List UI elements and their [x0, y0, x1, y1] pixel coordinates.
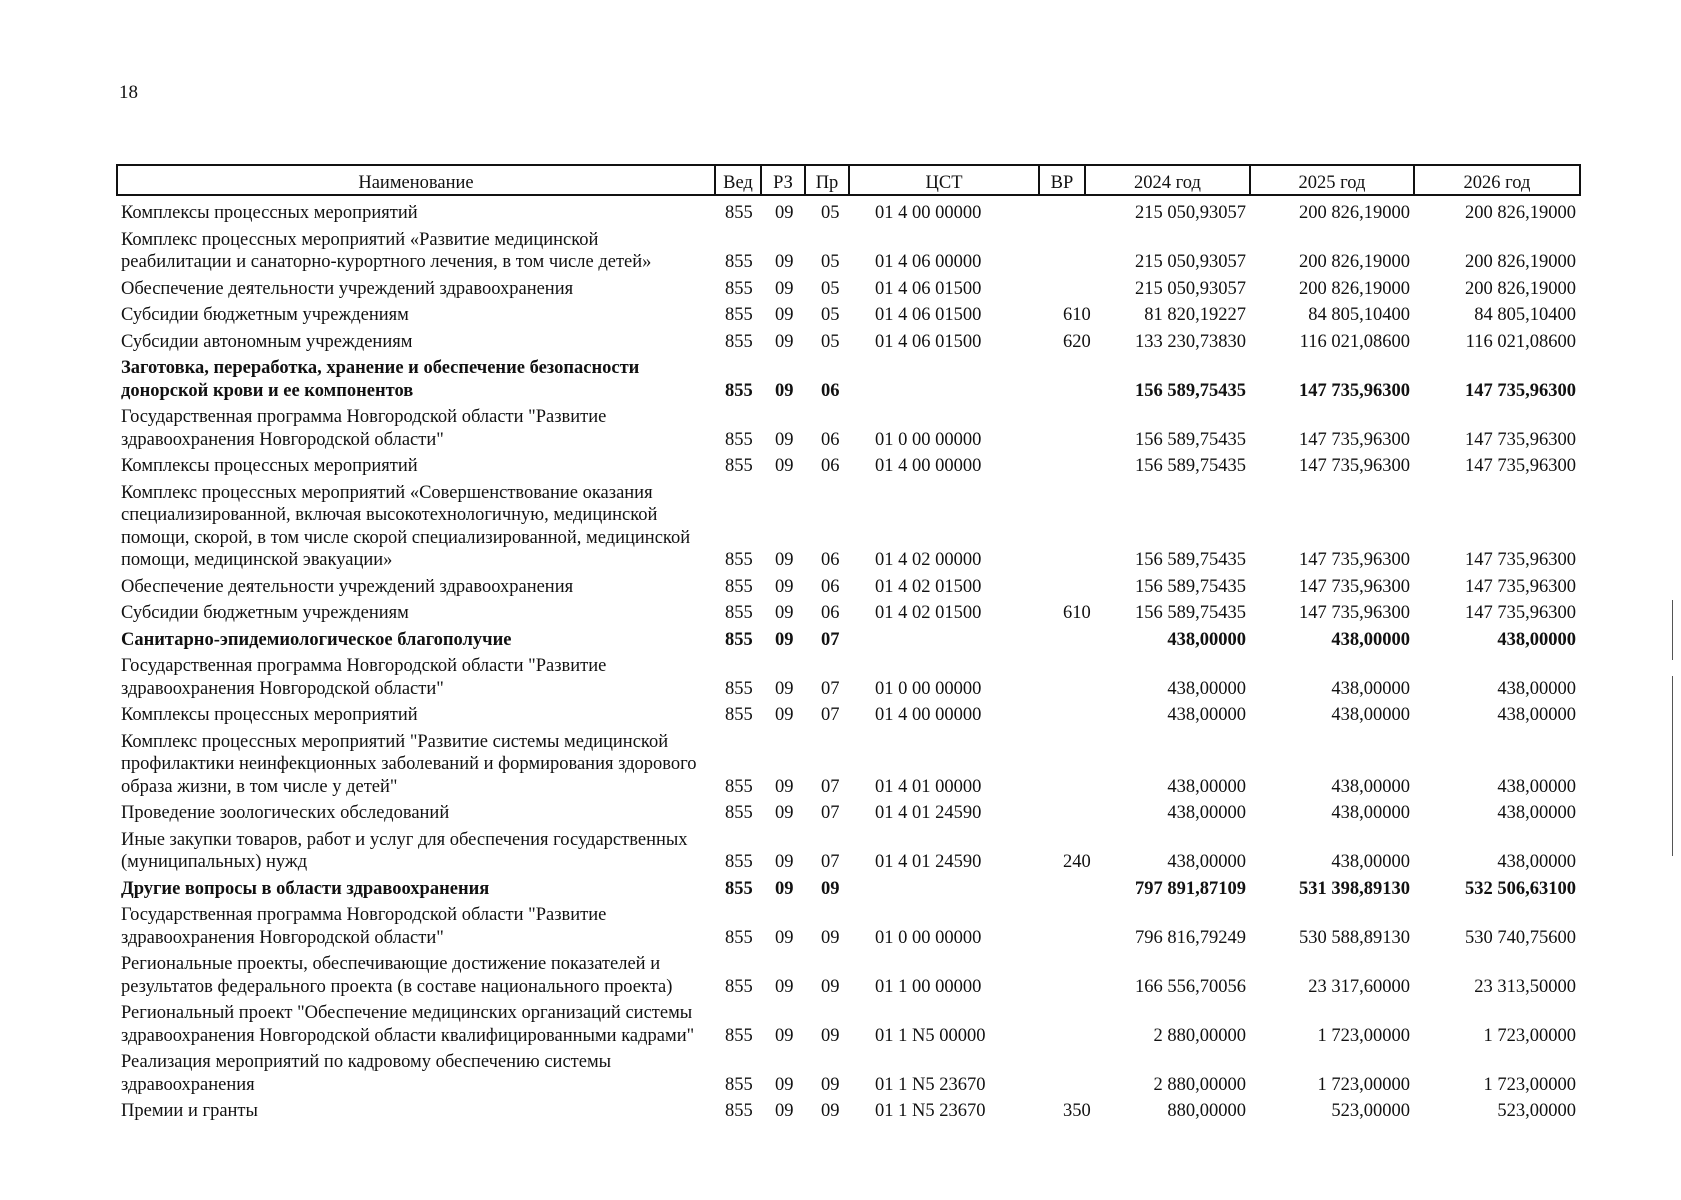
column-header-vr: ВР — [1039, 165, 1085, 195]
cell-y2024: 156 589,75435 — [1135, 429, 1246, 450]
cell-vr — [1039, 277, 1085, 304]
cell-vr — [1039, 801, 1085, 828]
cell-y2025: 116 021,08600 — [1299, 331, 1410, 352]
cell-y2026: 84 805,10400 — [1474, 305, 1576, 325]
cell-cst: 01 1 N5 00000 — [875, 1025, 986, 1046]
table-row — [117, 801, 1580, 828]
cell-name: Санитарно-эпидемиологическое благополучие — [121, 629, 512, 650]
cell-pr: 06 — [821, 576, 840, 597]
cell-y2025: 147 735,96300 — [1299, 603, 1410, 623]
cell-vr — [1039, 952, 1085, 1001]
cell-cst — [849, 628, 1039, 655]
table-body — [117, 195, 1580, 1126]
cell-pr: 06 — [821, 550, 840, 570]
cell-ved: 855 — [725, 705, 753, 725]
cell-y2025: 1 723,00000 — [1317, 1074, 1410, 1095]
cell-name: Обеспечение деятельности учреждений здравоохранения — [121, 278, 574, 299]
cell-y2025: 147 735,96300 — [1299, 576, 1410, 597]
table-row — [117, 195, 1580, 228]
cell-rz: 09 — [775, 576, 794, 597]
table-row — [117, 356, 1580, 405]
cell-vr — [1039, 1001, 1085, 1050]
cell-y2026: 1 723,00000 — [1483, 1025, 1576, 1046]
cell-y2024: 438,00000 — [1167, 776, 1246, 797]
cell-y2025: 200 826,19000 — [1299, 203, 1410, 223]
cell-name: Комплексы процессных мероприятий — [121, 456, 418, 476]
cell-name: Обеспечение деятельности учреждений здравоохранения — [121, 576, 574, 597]
table-row — [117, 628, 1580, 655]
column-header-2026: 2026 год — [1414, 165, 1580, 195]
cell-y2026: 532 506,63100 — [1465, 878, 1576, 899]
cell-y2024: 2 880,00000 — [1153, 1074, 1246, 1095]
cell-name: Проведение зоологических обследований — [121, 803, 450, 823]
cell-rz: 09 — [775, 629, 794, 650]
cell-pr: 07 — [821, 629, 840, 650]
cell-ved: 855 — [725, 380, 753, 401]
column-header-cst: ЦСТ — [849, 165, 1039, 195]
cell-cst: 01 0 00 00000 — [875, 927, 982, 948]
column-header-ved: Вед — [715, 165, 761, 195]
cell-y2024: 133 230,73830 — [1135, 331, 1246, 352]
cell-y2024: 215 050,93057 — [1135, 252, 1246, 272]
cell-y2026: 530 740,75600 — [1465, 927, 1576, 948]
cell-cst: 01 4 06 01500 — [875, 331, 982, 352]
cell-rz: 09 — [775, 678, 794, 699]
cell-name: Комплекс процессных мероприятий "Развитие системы медицинской профилактики неинфекционных заболеваний и формирования здорового образа жизни, в том числе у детей" — [121, 731, 697, 797]
cell-y2025: 23 317,60000 — [1308, 976, 1410, 997]
cell-cst — [849, 877, 1039, 904]
cell-cst: 01 1 N5 23670 — [875, 1101, 986, 1121]
cell-ved: 855 — [725, 550, 753, 570]
cell-vr: 240 — [1063, 852, 1091, 872]
cell-y2026: 147 735,96300 — [1465, 456, 1576, 476]
cell-name: Региональный проект "Обеспечение медицинских организаций системы здравоохранения Новгородской области квалифицированными кадрами" — [121, 1003, 695, 1046]
cell-pr: 06 — [821, 456, 840, 476]
cell-y2026: 438,00000 — [1497, 678, 1576, 699]
cell-y2026: 1 723,00000 — [1483, 1074, 1576, 1095]
cell-y2026: 438,00000 — [1497, 852, 1576, 872]
cell-vr — [1039, 877, 1085, 904]
cell-rz: 09 — [775, 705, 794, 725]
cell-y2024: 797 891,87109 — [1135, 878, 1246, 899]
cell-pr: 06 — [821, 380, 840, 401]
table-row — [117, 654, 1580, 703]
cell-pr: 05 — [821, 305, 840, 325]
cell-cst: 01 4 06 01500 — [875, 305, 982, 325]
cell-name: Реализация мероприятий по кадровому обеспечению системы здравоохранения — [121, 1052, 612, 1095]
cell-cst: 01 4 02 01500 — [875, 576, 982, 597]
cell-y2024: 880,00000 — [1167, 1101, 1246, 1121]
cell-cst: 01 4 01 24590 — [875, 852, 982, 872]
cell-ved: 855 — [725, 576, 753, 597]
cell-y2025: 438,00000 — [1331, 678, 1410, 699]
cell-pr: 09 — [821, 976, 840, 997]
cell-ved: 855 — [725, 278, 753, 299]
cell-cst: 01 4 00 00000 — [875, 456, 982, 476]
cell-y2024: 215 050,93057 — [1135, 278, 1246, 299]
cell-rz: 09 — [775, 927, 794, 948]
cell-cst: 01 4 00 00000 — [875, 705, 982, 725]
cell-y2025: 200 826,19000 — [1299, 278, 1410, 299]
cell-y2024: 2 880,00000 — [1153, 1025, 1246, 1046]
cell-pr: 09 — [821, 927, 840, 948]
cell-vr — [1039, 195, 1085, 228]
cell-cst: 01 4 02 00000 — [875, 550, 982, 570]
cell-name: Другие вопросы в области здравоохранения — [121, 878, 490, 899]
table-row — [117, 228, 1580, 277]
cell-pr: 05 — [821, 331, 840, 352]
cell-rz: 09 — [775, 776, 794, 797]
cell-y2024: 438,00000 — [1167, 678, 1246, 699]
cell-y2026: 147 735,96300 — [1465, 603, 1576, 623]
cell-y2026: 438,00000 — [1497, 776, 1576, 797]
cell-y2025: 147 735,96300 — [1299, 429, 1410, 450]
cell-y2026: 147 735,96300 — [1465, 550, 1576, 570]
cell-y2025: 84 805,10400 — [1308, 305, 1410, 325]
cell-y2025: 531 398,89130 — [1299, 878, 1410, 899]
cell-y2025: 147 735,96300 — [1299, 550, 1410, 570]
cell-y2026: 200 826,19000 — [1465, 278, 1576, 299]
cell-ved: 855 — [725, 976, 753, 997]
column-header-rz: РЗ — [761, 165, 805, 195]
cell-vr: 610 — [1063, 603, 1091, 623]
table-row — [117, 903, 1580, 952]
cell-name: Комплекс процессных мероприятий «Совершенствование оказания специализированной, включая высокотехнологичную, медицинской помощи, скорой, в том числе скорой специализированной, медицинской помощи, медицинской эвакуации» — [121, 482, 691, 570]
table-row — [117, 277, 1580, 304]
cell-y2024: 796 816,79249 — [1135, 927, 1246, 948]
scan-edge-mark — [1672, 676, 1673, 856]
scan-edge-mark — [1672, 600, 1673, 660]
page-number: 18 — [119, 82, 138, 103]
cell-y2026: 23 313,50000 — [1474, 976, 1576, 997]
cell-cst: 01 4 01 00000 — [875, 776, 982, 797]
cell-vr — [1039, 575, 1085, 602]
cell-y2025: 438,00000 — [1331, 803, 1410, 823]
cell-rz: 09 — [775, 1074, 794, 1095]
cell-y2025: 530 588,89130 — [1299, 927, 1410, 948]
cell-y2025: 1 723,00000 — [1317, 1025, 1410, 1046]
cell-ved: 855 — [725, 803, 753, 823]
cell-y2026: 523,00000 — [1497, 1101, 1576, 1121]
cell-name: Заготовка, переработка, хранение и обеспечение безопасности донорской крови и ее компонентов — [121, 358, 640, 401]
cell-pr: 07 — [821, 678, 840, 699]
cell-pr: 07 — [821, 852, 840, 872]
cell-ved: 855 — [725, 429, 753, 450]
cell-pr: 05 — [821, 252, 840, 272]
cell-cst: 01 4 06 01500 — [875, 278, 982, 299]
cell-name: Государственная программа Новгородской области "Развитие здравоохранения Новгородской области" — [121, 905, 607, 948]
cell-cst: 01 1 N5 23670 — [875, 1074, 986, 1095]
cell-y2024: 156 589,75435 — [1135, 603, 1246, 623]
cell-y2025: 147 735,96300 — [1299, 456, 1410, 476]
cell-vr — [1039, 356, 1085, 405]
cell-ved: 855 — [725, 252, 753, 272]
table-row — [117, 601, 1580, 628]
cell-rz: 09 — [775, 803, 794, 823]
cell-y2024: 438,00000 — [1167, 852, 1246, 872]
table-row — [117, 1099, 1580, 1126]
table-row — [117, 877, 1580, 904]
cell-cst: 01 0 00 00000 — [875, 678, 982, 699]
cell-y2026: 147 735,96300 — [1465, 429, 1576, 450]
cell-rz: 09 — [775, 878, 794, 899]
cell-rz: 09 — [775, 331, 794, 352]
cell-ved: 855 — [725, 852, 753, 872]
cell-name: Комплексы процессных мероприятий — [121, 203, 418, 223]
table-header — [117, 165, 1580, 195]
cell-y2024: 438,00000 — [1167, 803, 1246, 823]
cell-vr: 610 — [1063, 305, 1091, 325]
cell-pr: 07 — [821, 705, 840, 725]
cell-name: Субсидии бюджетным учреждениям — [121, 305, 409, 325]
cell-cst: 01 1 00 00000 — [875, 976, 982, 997]
cell-y2025: 438,00000 — [1331, 776, 1410, 797]
cell-rz: 09 — [775, 550, 794, 570]
cell-y2026: 438,00000 — [1497, 705, 1576, 725]
cell-vr — [1039, 703, 1085, 730]
cell-y2024: 81 820,19227 — [1144, 305, 1246, 325]
cell-y2025: 438,00000 — [1331, 629, 1410, 650]
cell-y2024: 156 589,75435 — [1135, 576, 1246, 597]
cell-rz: 09 — [775, 603, 794, 623]
cell-y2026: 438,00000 — [1497, 629, 1576, 650]
table-row — [117, 575, 1580, 602]
cell-ved: 855 — [725, 203, 753, 223]
cell-y2026: 147 735,96300 — [1465, 380, 1576, 401]
cell-y2024: 215 050,93057 — [1135, 203, 1246, 223]
cell-rz: 09 — [775, 976, 794, 997]
column-header-name: Наименование — [117, 165, 715, 195]
cell-rz: 09 — [775, 380, 794, 401]
cell-vr — [1039, 1050, 1085, 1099]
cell-vr — [1039, 628, 1085, 655]
cell-pr: 07 — [821, 803, 840, 823]
cell-name: Комплексы процессных мероприятий — [121, 705, 418, 725]
cell-rz: 09 — [775, 456, 794, 476]
cell-vr — [1039, 405, 1085, 454]
cell-ved: 855 — [725, 927, 753, 948]
cell-name: Региональные проекты, обеспечивающие достижение показателей и результатов федерального проекта (в составе национального проекта) — [121, 954, 673, 997]
cell-y2024: 438,00000 — [1167, 629, 1246, 650]
cell-ved: 855 — [725, 1074, 753, 1095]
table-row — [117, 481, 1580, 575]
cell-name: Премии и гранты — [121, 1101, 258, 1121]
cell-rz: 09 — [775, 852, 794, 872]
cell-rz: 09 — [775, 305, 794, 325]
cell-name: Государственная программа Новгородской области "Развитие здравоохранения Новгородской области" — [121, 407, 607, 450]
cell-name: Субсидии автономным учреждениям — [121, 331, 413, 352]
table-row — [117, 330, 1580, 357]
cell-y2026: 147 735,96300 — [1465, 576, 1576, 597]
cell-y2024: 156 589,75435 — [1135, 380, 1246, 401]
cell-cst: 01 4 06 00000 — [875, 252, 982, 272]
cell-cst: 01 4 01 24590 — [875, 803, 982, 823]
cell-cst: 01 4 00 00000 — [875, 203, 982, 223]
budget-table — [116, 164, 1581, 1126]
cell-name: Субсидии бюджетным учреждениям — [121, 603, 409, 623]
cell-name: Комплекс процессных мероприятий «Развитие медицинской реабилитации и санаторно-курортного лечения, в том числе детей» — [121, 229, 652, 272]
cell-ved: 855 — [725, 776, 753, 797]
cell-y2025: 438,00000 — [1331, 852, 1410, 872]
cell-name: Иные закупки товаров, работ и услуг для обеспечения государственных (муниципальных) нужд — [121, 829, 688, 872]
cell-vr: 350 — [1063, 1101, 1091, 1121]
column-header-pr: Пр — [805, 165, 849, 195]
cell-rz: 09 — [775, 1025, 794, 1046]
cell-vr — [1039, 228, 1085, 277]
column-header-2024: 2024 год — [1085, 165, 1250, 195]
cell-pr: 05 — [821, 278, 840, 299]
cell-ved: 855 — [725, 456, 753, 476]
table-row — [117, 952, 1580, 1001]
cell-y2024: 156 589,75435 — [1135, 550, 1246, 570]
cell-rz: 09 — [775, 203, 794, 223]
cell-vr: 620 — [1063, 331, 1091, 352]
cell-name: Государственная программа Новгородской области "Развитие здравоохранения Новгородской области" — [121, 656, 607, 699]
cell-pr: 09 — [821, 878, 840, 899]
cell-ved: 855 — [725, 629, 753, 650]
cell-pr: 06 — [821, 603, 840, 623]
cell-pr: 09 — [821, 1025, 840, 1046]
cell-rz: 09 — [775, 278, 794, 299]
cell-y2026: 438,00000 — [1497, 803, 1576, 823]
cell-rz: 09 — [775, 429, 794, 450]
cell-rz: 09 — [775, 1101, 794, 1121]
cell-y2025: 200 826,19000 — [1299, 252, 1410, 272]
cell-y2026: 116 021,08600 — [1465, 331, 1576, 352]
cell-pr: 09 — [821, 1074, 840, 1095]
cell-y2025: 438,00000 — [1331, 705, 1410, 725]
table-row — [117, 1001, 1580, 1050]
column-header-2025: 2025 год — [1250, 165, 1414, 195]
cell-y2024: 156 589,75435 — [1135, 456, 1246, 476]
table-row — [117, 703, 1580, 730]
cell-ved: 855 — [725, 678, 753, 699]
cell-ved: 855 — [725, 603, 753, 623]
cell-vr — [1039, 654, 1085, 703]
cell-pr: 05 — [821, 203, 840, 223]
cell-vr — [1039, 903, 1085, 952]
cell-vr — [1039, 730, 1085, 802]
table-row — [117, 454, 1580, 481]
cell-vr — [1039, 454, 1085, 481]
cell-pr: 06 — [821, 429, 840, 450]
table-row — [117, 1050, 1580, 1099]
cell-y2026: 200 826,19000 — [1465, 252, 1576, 272]
cell-ved: 855 — [725, 1101, 753, 1121]
table-row — [117, 730, 1580, 802]
table-row — [117, 405, 1580, 454]
table-row — [117, 828, 1580, 877]
cell-pr: 09 — [821, 1101, 840, 1121]
cell-cst: 01 0 00 00000 — [875, 429, 982, 450]
cell-ved: 855 — [725, 331, 753, 352]
cell-y2024: 438,00000 — [1167, 705, 1246, 725]
cell-ved: 855 — [725, 1025, 753, 1046]
cell-y2024: 166 556,70056 — [1135, 976, 1246, 997]
cell-vr — [1039, 481, 1085, 575]
cell-ved: 855 — [725, 305, 753, 325]
table-row — [117, 303, 1580, 330]
cell-y2025: 523,00000 — [1331, 1101, 1410, 1121]
cell-ved: 855 — [725, 878, 753, 899]
cell-y2025: 147 735,96300 — [1299, 380, 1410, 401]
cell-pr: 07 — [821, 776, 840, 797]
cell-cst — [849, 356, 1039, 405]
cell-y2026: 200 826,19000 — [1465, 203, 1576, 223]
cell-rz: 09 — [775, 252, 794, 272]
cell-cst: 01 4 02 01500 — [875, 603, 982, 623]
